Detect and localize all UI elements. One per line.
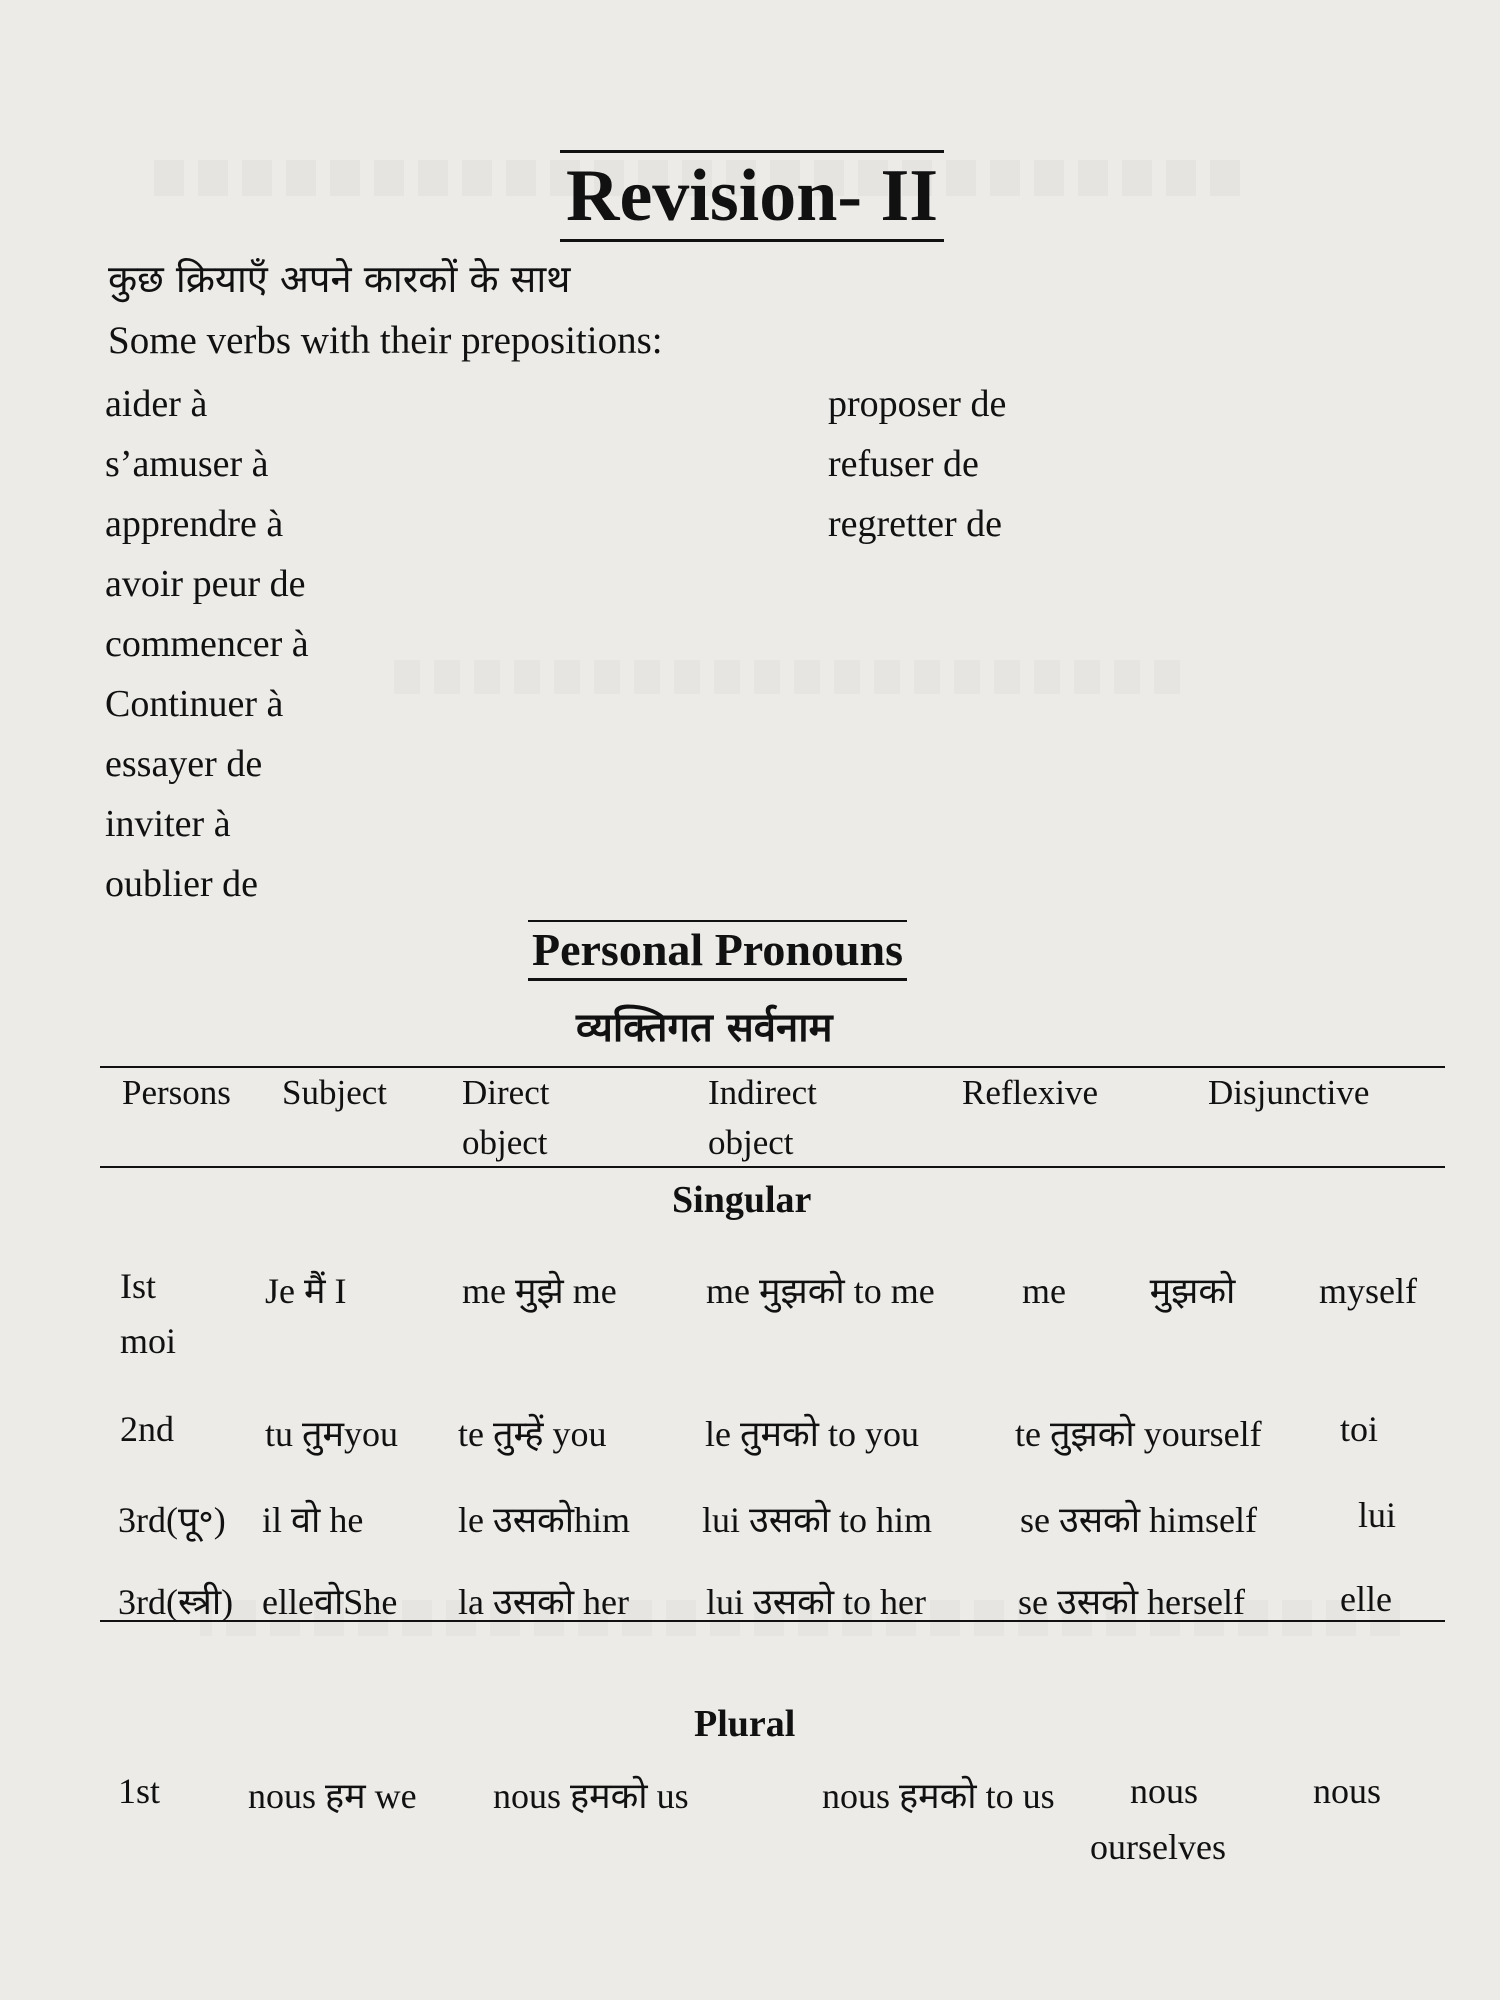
col-header-direct: Direct (462, 1073, 550, 1112)
col-header-indirect-line2: object (708, 1123, 794, 1162)
verb-item: proposer de (828, 383, 1007, 425)
cell-reflexive-line2: ourselves (1090, 1827, 1226, 1867)
col-header-reflexive: Reflexive (962, 1073, 1099, 1112)
col-header-disjunctive: Disjunctive (1208, 1073, 1370, 1112)
cell-person: 3rd(पू॰) (118, 1500, 226, 1540)
cell-direct: nous हमको us (493, 1776, 689, 1816)
cell-reflexive: se उसको herself (1018, 1582, 1245, 1622)
verb-item: Continuer à (105, 683, 284, 725)
cell-indirect: lui उसको to him (702, 1500, 933, 1540)
cell-reflexive: te तुझको yourself (1015, 1414, 1262, 1454)
cell-indirect: me मुझको to me (706, 1271, 935, 1311)
cell-indirect: lui उसको to her (706, 1582, 927, 1622)
col-header-direct-line2: object (462, 1123, 548, 1162)
bleed-through-shade (380, 660, 1180, 694)
cell-disjunctive: elle (1340, 1579, 1392, 1619)
cell-disjunctive: moi (120, 1321, 177, 1361)
singular-label: Singular (672, 1179, 812, 1221)
verb-item: apprendre à (105, 503, 284, 545)
page-title: Revision- II (560, 150, 944, 242)
cell-direct: la उसको her (458, 1582, 629, 1622)
cell-reflexive: nous (1130, 1771, 1199, 1811)
subtitle-english: Some verbs with their prepositions: (108, 319, 663, 362)
cell-person: 2nd (120, 1409, 174, 1449)
col-header-persons: Persons (122, 1073, 231, 1112)
verb-item: refuser de (828, 443, 979, 485)
verb-item: regretter de (828, 503, 1003, 545)
cell-disjunctive: lui (1358, 1495, 1397, 1535)
cell-subject: elleवोShe (262, 1582, 398, 1622)
verb-item: oublier de (105, 863, 259, 905)
cell-disjunctive: toi (1340, 1409, 1379, 1449)
cell-subject: tu तुमyou (265, 1414, 399, 1454)
verb-item: aider à (105, 383, 208, 425)
section-title-hindi: व्यक्तिगत सर्वनाम (576, 1005, 833, 1051)
cell-person: Ist (120, 1266, 156, 1306)
cell-subject: il वो he (262, 1500, 364, 1540)
verb-item: inviter à (105, 803, 231, 845)
cell-reflexive: me मुझको myself (1022, 1271, 1417, 1311)
cell-disjunctive: nous (1313, 1771, 1382, 1811)
cell-subject: nous हम we (248, 1776, 417, 1816)
cell-direct: le उसकोhim (458, 1500, 631, 1540)
verb-item: commencer à (105, 623, 309, 665)
cell-indirect: le तुमको to you (705, 1414, 920, 1454)
cell-direct: me मुझे me (462, 1271, 617, 1311)
col-header-indirect: Indirect (708, 1073, 817, 1112)
cell-person: 1st (118, 1771, 161, 1811)
cell-direct: te तुम्हें you (458, 1414, 607, 1454)
verb-item: avoir peur de (105, 563, 306, 605)
verb-item: s’amuser à (105, 443, 269, 485)
cell-person: 3rd(स्त्री) (118, 1582, 234, 1622)
section-title: Personal Pronouns (528, 920, 907, 981)
cell-reflexive: se उसको himself (1020, 1500, 1258, 1540)
cell-subject: Je मैं I (265, 1271, 347, 1311)
col-header-subject: Subject (282, 1073, 387, 1112)
plural-label: Plural (694, 1703, 796, 1745)
verb-item: essayer de (105, 743, 263, 785)
subtitle-hindi: कुछ क्रियाएँ अपने कारकों के साथ (108, 257, 571, 301)
cell-indirect: nous हमको to us (822, 1776, 1055, 1816)
